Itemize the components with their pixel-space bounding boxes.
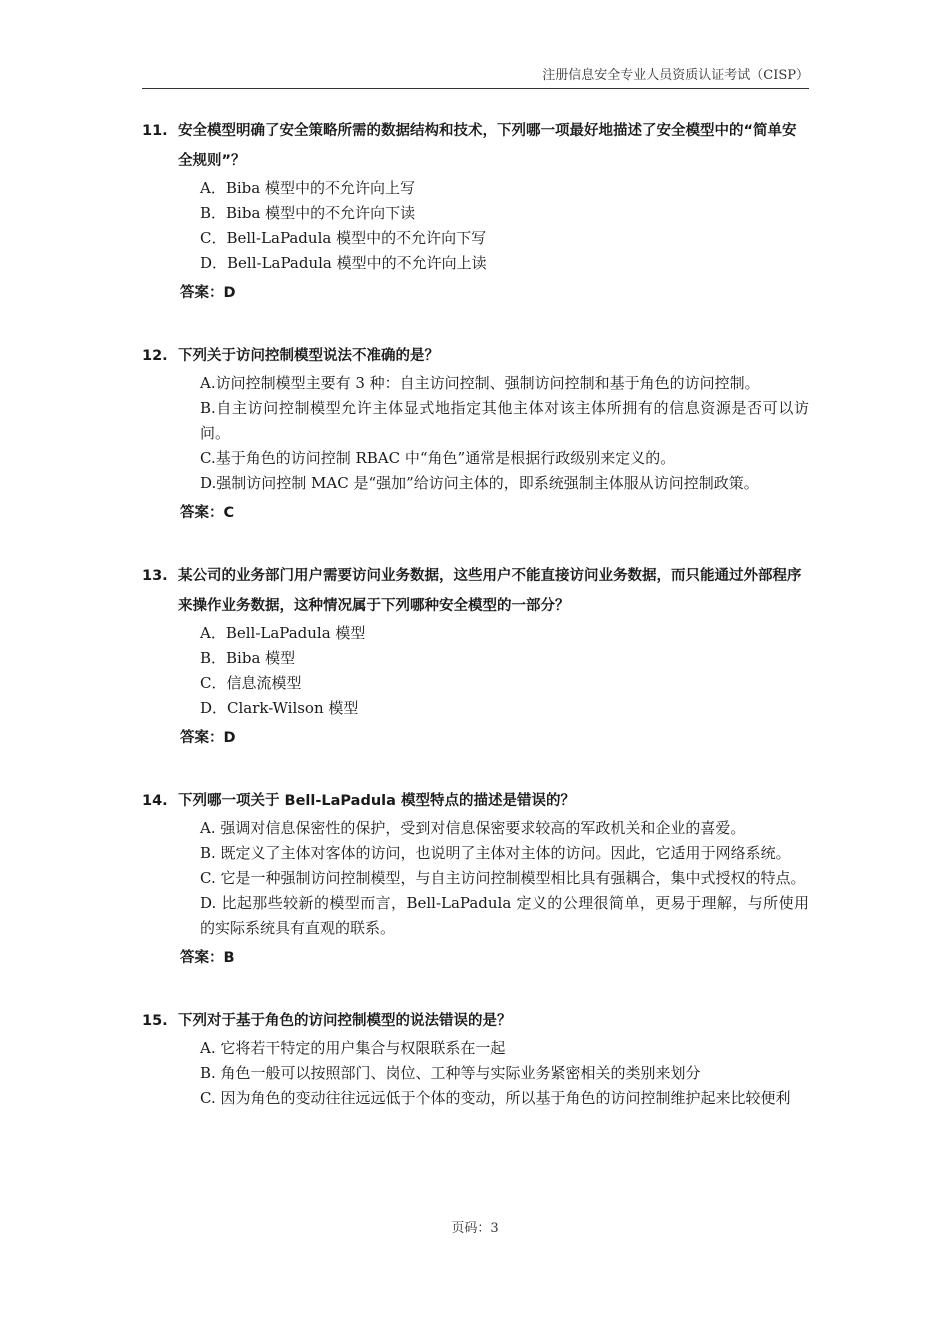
option-d: D. 比起那些较新的模型而言，Bell-LaPadula 定义的公理很简单，更易于理解，与所使用的实际系统具有直观的联系。	[200, 894, 809, 937]
question-number: 12.	[142, 348, 168, 364]
option-list	[200, 176, 809, 276]
option-b: B. 角色一般可以按照部门、岗位、工种等与实际业务紧密相关的类别来划分	[200, 1064, 701, 1082]
question-text: 下列哪一项关于 Bell-LaPadula 模型特点的描述是错误的？	[178, 793, 575, 809]
question-text: 某公司的业务部门用户需要访问业务数据，这些用户不能直接访问业务数据，而只能通过外部程序来操作业务数据，这种情况属于下列哪种安全模型的一部分？	[178, 568, 802, 614]
question-stem	[142, 561, 809, 621]
option-d: D．Bell-LaPadula 模型中的不允许向上读	[200, 254, 487, 272]
option-b: B．Biba 模型	[200, 649, 296, 667]
option-list	[200, 621, 809, 721]
question-14	[142, 786, 809, 972]
question-15	[142, 1006, 809, 1111]
option-list	[200, 1036, 809, 1111]
question-13	[142, 561, 809, 752]
question-number: 13.	[142, 568, 168, 584]
option-d: D.强制访问控制 MAC 是“强加”给访问主体的，即系统强制主体服从访问控制政策。	[200, 474, 759, 492]
question-text: 安全模型明确了安全策略所需的数据结构和技术，下列哪一项最好地描述了安全模型中的“简单安全规则”？	[178, 123, 797, 169]
question-stem	[142, 341, 809, 371]
answer: 答案：C	[180, 505, 235, 521]
option-a: A．Biba 模型中的不允许向上写	[200, 179, 415, 197]
answer: 答案：D	[180, 285, 236, 301]
option-b: B. 既定义了主体对客体的访问，也说明了主体对主体的访问。因此，它适用于网络系统。	[200, 844, 791, 862]
option-d: D．Clark-Wilson 模型	[200, 699, 359, 717]
question-stem	[142, 786, 809, 816]
question-list	[142, 116, 809, 1145]
question-stem	[142, 116, 809, 176]
question-11	[142, 116, 809, 307]
page-number: 页码：3	[451, 1221, 499, 1236]
question-number: 15.	[142, 1013, 168, 1029]
question-text: 下列关于访问控制模型说法不准确的是？	[178, 348, 439, 364]
question-12	[142, 341, 809, 527]
option-a: A. 强调对信息保密性的保护，受到对信息保密要求较高的军政机关和企业的喜爱。	[200, 819, 746, 837]
question-number: 11.	[142, 123, 168, 139]
option-list	[200, 371, 809, 496]
option-c: C．信息流模型	[200, 674, 302, 692]
option-a: A. 它将若干特定的用户集合与权限联系在一起	[200, 1039, 506, 1057]
option-list	[200, 816, 809, 941]
question-number: 14.	[142, 793, 168, 809]
header-title: 注册信息安全专业人员资质认证考试（CISP）	[542, 68, 809, 83]
page-header	[142, 68, 809, 89]
answer: 答案：D	[180, 730, 236, 746]
answer: 答案：B	[180, 950, 235, 966]
question-stem	[142, 1006, 809, 1036]
option-c: C．Bell-LaPadula 模型中的不允许向下写	[200, 229, 487, 247]
option-c: C. 它是一种强制访问控制模型，与自主访问控制模型相比具有强耦合，集中式授权的特点。	[200, 869, 806, 887]
option-a: A．Bell-LaPadula 模型	[200, 624, 366, 642]
question-text: 下列对于基于角色的访问控制模型的说法错误的是？	[178, 1013, 512, 1029]
option-c: C. 因为角色的变动往往远远低于个体的变动，所以基于角色的访问控制维护起来比较便利	[200, 1089, 791, 1107]
option-a: A.访问控制模型主要有 3 种：自主访问控制、强制访问控制和基于角色的访问控制。	[200, 374, 760, 392]
page-footer	[0, 1217, 950, 1236]
option-b: B．Biba 模型中的不允许向下读	[200, 204, 416, 222]
option-b: B.自主访问控制模型允许主体显式地指定其他主体对该主体所拥有的信息资源是否可以访问。	[200, 399, 809, 442]
option-c: C.基于角色的访问控制 RBAC 中“角色”通常是根据行政级别来定义的。	[200, 449, 676, 467]
